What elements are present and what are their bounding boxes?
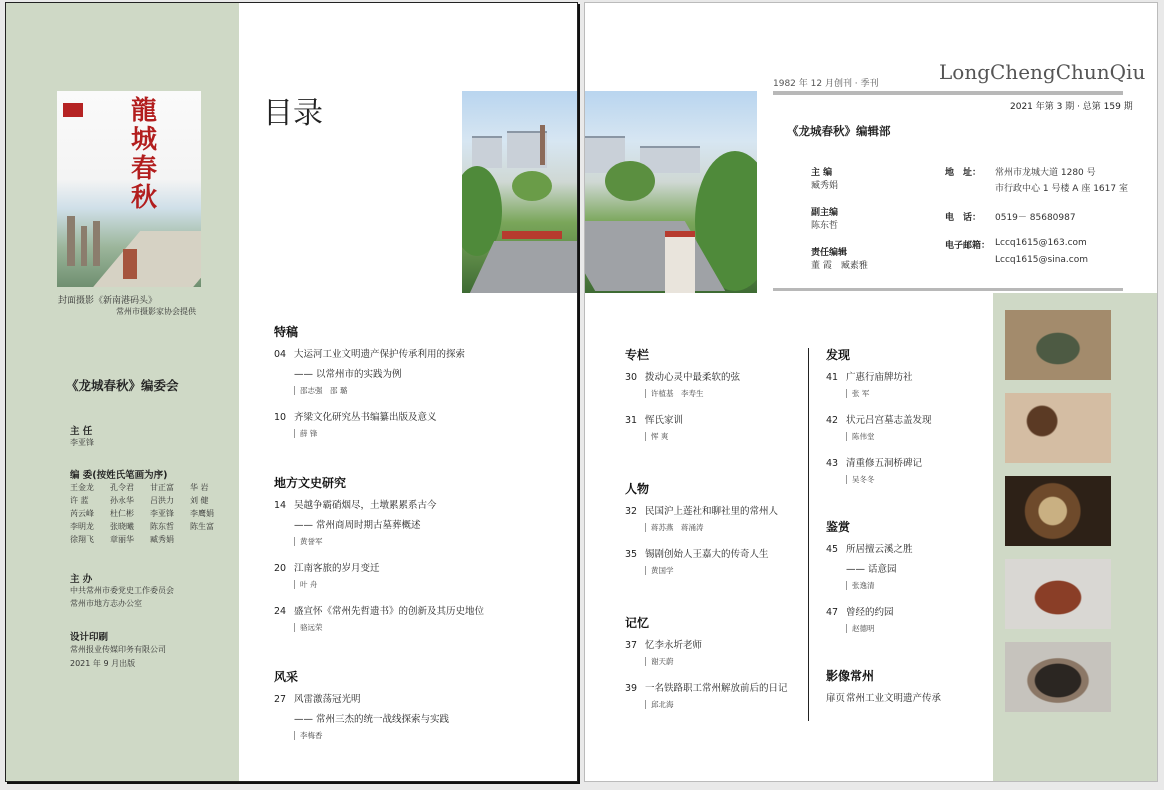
toc-article-title: 广惠行庙牌坊社: [846, 372, 913, 383]
toc-article-author: 叶 舟: [294, 580, 317, 589]
left-page: [5, 2, 578, 782]
issue-line: 2021 年第 3 期 · 总第 159 期: [1010, 102, 1133, 112]
toc-article-title: 恽氏家训: [645, 415, 684, 426]
member-name: 张晓曦: [110, 522, 134, 531]
toc-article-author: 李梅香: [294, 731, 323, 740]
member-name: 李亚锋: [150, 509, 174, 518]
toc-category: 人物: [625, 482, 650, 496]
toc-article-title: 状元吕宫墓志盖发现: [846, 415, 932, 426]
tel-label: 电 话：: [945, 213, 982, 223]
toc-category: 地方文史研究: [274, 476, 347, 490]
toc-article-author: 陈伟堂: [846, 432, 875, 441]
host-line: 中共常州市委党史工作委员会: [70, 586, 174, 595]
toc-article-author: 赵德明: [846, 624, 875, 633]
header-rule: [773, 91, 1123, 95]
campus-photo-right: [585, 91, 757, 293]
toc-entry[interactable]: [625, 369, 740, 383]
header-bottom-rule: [773, 288, 1123, 291]
member-name: 章丽华: [110, 535, 134, 544]
toc-article-subtitle: —— 话意园: [846, 564, 897, 575]
toc-entry[interactable]: [274, 497, 437, 511]
toc-article-author: 黄国学: [645, 566, 674, 575]
campus-photo-left: [462, 91, 578, 293]
toc-entry[interactable]: [625, 503, 778, 517]
toc-article-title: 清重修五洞桥碑记: [846, 458, 923, 469]
member-name: 陈生富: [190, 522, 214, 531]
pottery-vessel-image: [1005, 642, 1111, 712]
toc-article-author: 吴冬冬: [846, 475, 875, 484]
members-list: [70, 481, 230, 546]
cover-title: 龍城春秋: [130, 96, 157, 213]
toc-entry[interactable]: [625, 546, 769, 560]
toc-article-author: 张逸清: [846, 581, 875, 590]
photo-banner: [502, 231, 562, 239]
photo-gate: [665, 231, 695, 293]
toc-category: 记忆: [625, 616, 650, 630]
toc-page-number: 39: [625, 683, 638, 694]
board-title: 《龙城春秋》编委会: [66, 378, 179, 393]
column-divider: [808, 348, 809, 721]
member-name: 李明龙: [70, 522, 94, 531]
cover-river: [90, 231, 201, 287]
cover-building: [81, 226, 87, 266]
toc-entry[interactable]: [625, 680, 788, 694]
toc-category: 鉴赏: [826, 520, 851, 534]
toc-page-number: 31: [625, 415, 638, 426]
chief-name: 臧秀娟: [811, 181, 839, 191]
photo-tree: [512, 171, 552, 201]
member-name: 华 岩: [190, 483, 209, 492]
toc-category: 专栏: [625, 348, 650, 362]
toc-category: 发现: [826, 348, 851, 362]
toc-page-number: 32: [625, 506, 638, 517]
toc-entry[interactable]: [826, 690, 941, 704]
print-line: 常州报业传媒印务有限公司: [70, 645, 166, 654]
addr-label: 地 址：: [945, 168, 982, 178]
toc-entry[interactable]: [274, 603, 484, 617]
member-name: 甘正富: [150, 483, 174, 492]
toc-article-title: 一名铁路职工常州解放前后的日记: [645, 683, 788, 694]
toc-article-title: 吴越争霸硝烟尽，土墩累累系古今: [294, 500, 437, 511]
members-label: 编 委(按姓氏笔画为序): [70, 470, 168, 481]
addr-line: 常州市龙城大道 1280 号: [995, 168, 1096, 178]
cover-caption: 封面摄影《新南港码头》: [58, 296, 158, 306]
toc-entry[interactable]: [274, 409, 437, 423]
toc-page-number: 35: [625, 549, 638, 560]
toc-page-number: 30: [625, 372, 638, 383]
toc-article-title: 大运河工业文明遗产保护传承利用的探索: [294, 349, 466, 360]
toc-category: 影像常州: [826, 669, 875, 683]
toc-entry[interactable]: [274, 560, 380, 574]
resp-names: 董 霞 臧素雅: [811, 261, 868, 271]
cover-building: [93, 221, 100, 266]
toc-article-title: 常州工业文明遗产传承: [846, 693, 942, 704]
member-name: 李鹰娟: [190, 509, 214, 518]
toc-article-author: 许植基 李寿生: [645, 389, 704, 398]
photo-chimney: [540, 125, 545, 165]
photo-building: [472, 136, 502, 168]
toc-page-number: 04: [274, 349, 287, 360]
chief-label: 主 编: [811, 168, 833, 178]
toc-article-author: 薛 锋: [294, 429, 317, 438]
resp-label: 责任编辑: [811, 248, 848, 258]
member-name: 许 蓝: [70, 496, 89, 505]
bronze-ding-image: [1005, 310, 1111, 380]
toc-article-author: 谢天蔚: [645, 657, 674, 666]
member-name: 刘 健: [190, 496, 209, 505]
cover-red-tag: [63, 103, 83, 117]
toc-article-title: 锡剧创始人王嘉大的传奇人生: [645, 549, 769, 560]
member-name: 孔令君: [110, 483, 134, 492]
member-name: 徐翔飞: [70, 535, 94, 544]
toc-article-author: 蒋苏燕 蒋涌涛: [645, 523, 704, 532]
toc-article-title: 忆李永圻老师: [645, 640, 703, 651]
toc-page-number: 42: [826, 415, 839, 426]
director-name: 李亚锋: [70, 438, 94, 447]
bowl-of-balls-image: [1005, 476, 1111, 546]
director-label: 主 任: [70, 426, 93, 437]
member-name: 臧秀娟: [150, 535, 174, 544]
toc-article-author: 邱北海: [645, 700, 674, 709]
toc-entry[interactable]: [826, 604, 894, 618]
artifact-strip: [993, 293, 1157, 781]
toc-article-title: 拨动心灵中最柔软的弦: [645, 372, 741, 383]
right-page: [584, 2, 1158, 782]
toc-page-number: 10: [274, 412, 287, 423]
email-label: 电子邮箱：: [945, 241, 991, 251]
cover-building: [67, 216, 75, 266]
member-name: 王金龙: [70, 483, 94, 492]
cover-tower: [123, 249, 137, 279]
toc-article-author: 恽 爽: [645, 432, 668, 441]
toc-article-subtitle: —— 常州三杰的统一战线探索与实践: [294, 714, 450, 725]
toc-article-subtitle: —— 常州商周时期古墓葬概述: [294, 520, 421, 531]
host-line: 常州市地方志办公室: [70, 599, 142, 608]
toc-category: 特稿: [274, 325, 299, 339]
page-heading: 目录: [263, 96, 323, 131]
editorial-title: 《龙城春秋》编辑部: [787, 124, 891, 138]
toc-page-number: 45: [826, 544, 839, 555]
toc-article-author: 黄誉军: [294, 537, 323, 546]
bronze-tool-image: [1005, 393, 1111, 463]
toc-article-title: 曾经的约园: [846, 607, 894, 618]
toc-page-number: 24: [274, 606, 287, 617]
photo-tree: [605, 161, 655, 201]
toc-page-number: 20: [274, 563, 287, 574]
toc-page-number: 37: [625, 640, 638, 651]
toc-page-number: 27: [274, 694, 287, 705]
brand-title: LongChengChunQiu: [939, 60, 1146, 84]
clay-jar-image: [1005, 559, 1111, 629]
toc-article-title: 所居擅云溪之胜: [846, 544, 913, 555]
toc-article-title: 民国沪上莲社和聊社里的常州人: [645, 506, 779, 517]
toc-page-number: 47: [826, 607, 839, 618]
toc-article-subtitle: —— 以常州市的实践为例: [294, 369, 402, 380]
toc-page-number: 扉页: [826, 693, 846, 704]
founded-line: 1982 年 12 月创刊 · 季刊: [773, 79, 879, 89]
toc-page-number: 14: [274, 500, 287, 511]
toc-page-number: 41: [826, 372, 839, 383]
toc-category: 风采: [274, 670, 299, 684]
toc-article-title: 盛宣怀《常州先哲遗书》的创新及其历史地位: [294, 606, 485, 617]
print-label: 设计印刷: [70, 632, 109, 643]
toc-entry[interactable]: [826, 412, 932, 426]
toc-article-author: 骆远荣: [294, 623, 323, 632]
toc-entry[interactable]: [826, 369, 913, 383]
addr-line: 市行政中心 1 号楼 A 座 1617 室: [995, 184, 1128, 194]
toc-article-author: 邵志强 邵 璐: [294, 386, 347, 395]
member-name: 吕洪力: [150, 496, 174, 505]
cover-credit: 常州市摄影家协会提供: [116, 307, 196, 316]
toc-article-author: 张 军: [846, 389, 869, 398]
member-name: 孙永华: [110, 496, 134, 505]
member-name: 杜仁彬: [110, 509, 134, 518]
member-name: 陈东哲: [150, 522, 174, 531]
toc-entry[interactable]: [625, 637, 702, 651]
tel-value: 0519－ 85680987: [995, 213, 1076, 223]
toc-article-title: 江南客旅的岁月变迁: [294, 563, 380, 574]
email-link[interactable]: Lccq1615@163.com: [995, 238, 1087, 248]
vice-label: 副主编: [811, 208, 839, 218]
toc-page-number: 43: [826, 458, 839, 469]
cover-thumbnail: [57, 91, 201, 287]
toc-entry[interactable]: [274, 346, 465, 360]
email-link[interactable]: Lccq1615@sina.com: [995, 255, 1089, 265]
toc-entry[interactable]: [826, 455, 922, 469]
host-label: 主 办: [70, 574, 93, 585]
toc-entry[interactable]: [274, 691, 361, 705]
print-line: 2021 年 9 月出版: [70, 659, 136, 668]
toc-article-title: 齐梁文化研究丛书编纂出版及意义: [294, 412, 437, 423]
toc-entry[interactable]: [826, 541, 913, 555]
toc-article-title: 风雷激荡冠光明: [294, 694, 361, 705]
member-name: 芮云峰: [70, 509, 94, 518]
vice-name: 陈东哲: [811, 221, 839, 231]
toc-entry[interactable]: [625, 412, 683, 426]
